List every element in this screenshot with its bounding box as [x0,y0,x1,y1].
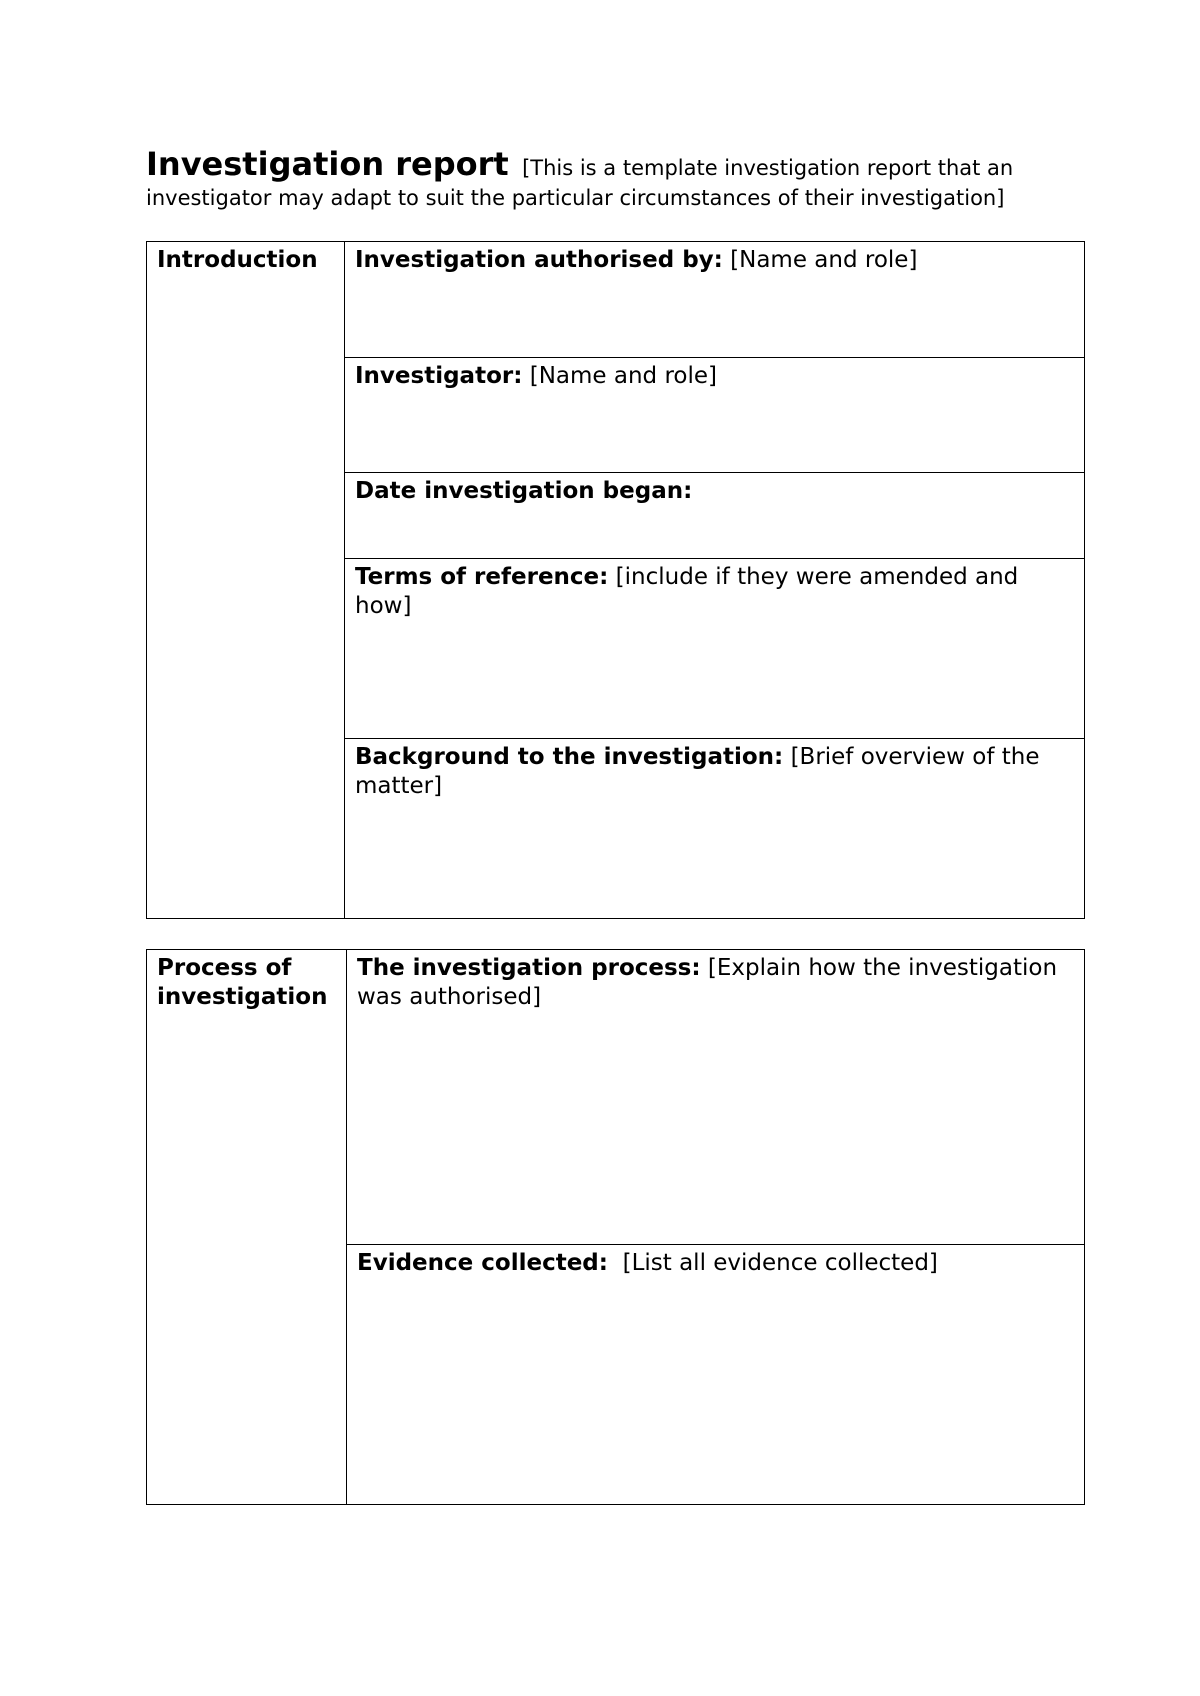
investigation-process-value: [Explain how the investigation was authorised] [357,955,1058,1010]
authorised-by-field[interactable] [345,242,1085,358]
page-title: Investigation report [146,145,509,183]
terms-of-reference-label: Terms of reference: [355,564,609,590]
background-field[interactable] [345,739,1085,919]
evidence-collected-field[interactable] [347,1245,1085,1505]
investigator-label: Investigator: [355,363,523,389]
investigator-field[interactable] [345,358,1085,473]
investigator-value: [Name and role] [529,363,717,389]
introduction-section-label: Introduction [147,242,345,919]
document-header [146,146,1086,213]
terms-of-reference-field[interactable] [345,559,1085,739]
evidence-collected-value: [List all evidence collected] [615,1250,938,1276]
background-label: Background to the investigation: [355,744,784,770]
investigation-process-label: The investigation process: [357,955,701,981]
background-value: [Brief overview of the matter] [355,744,1040,799]
terms-of-reference-value: [include if they were amended and how] [355,564,1019,619]
title-note-text: [This is a template investigation report that an investigator may adapt to suit the particular circumstances of their investigation] [146,156,1014,210]
process-section-label: Process of investigation [147,950,347,1505]
date-began-field[interactable] [345,473,1085,559]
introduction-table [146,241,1085,919]
authorised-by-value: [Name and role] [730,247,918,273]
authorised-by-label: Investigation authorised by: [355,247,723,273]
date-began-label: Date investigation began: [355,478,693,504]
investigation-process-field[interactable] [347,950,1085,1245]
process-table [146,949,1085,1505]
evidence-collected-label: Evidence collected: [357,1250,608,1276]
